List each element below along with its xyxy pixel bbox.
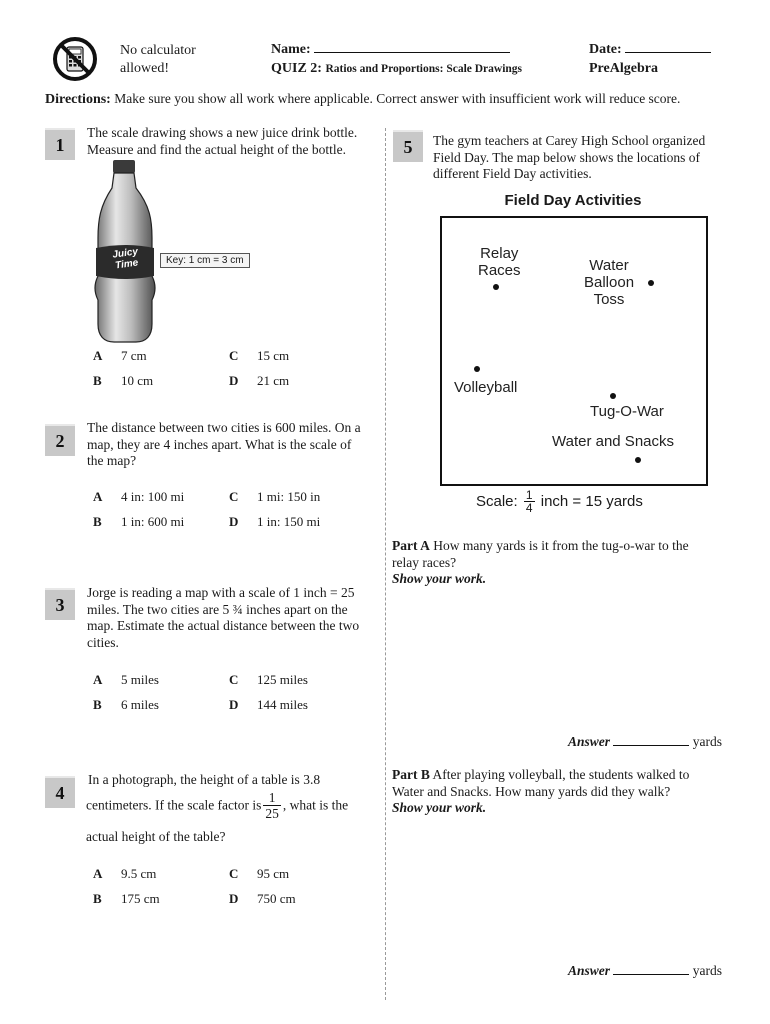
question-1-text: The scale drawing shows a new juice drink bottle. Measure and find the actual height of the bottle. — [87, 125, 358, 157]
water-balloon-toss-label: Water Balloon Toss — [584, 257, 635, 308]
question-number-3: 3 — [45, 588, 75, 620]
question-3-text: Jorge is reading a map with a scale of 1 inch = 25 miles. The two cities are 5 ¾ inches apart on the map. Estimate the actual distance between the two cities. — [87, 585, 360, 650]
date-blank[interactable] — [625, 52, 711, 53]
part-b-answer-blank[interactable] — [613, 974, 689, 975]
q3-choice-d[interactable]: D 144 miles — [229, 697, 308, 712]
q2-choice-a[interactable]: A 4 in: 100 mi — [93, 489, 185, 504]
juice-bottle-image — [90, 158, 160, 344]
field-day-map — [440, 216, 708, 486]
quiz-title: QUIZ 2: Ratios and Proportions: Scale Drawings — [271, 61, 523, 76]
q4-choice-b[interactable]: B 175 cm — [93, 891, 160, 906]
part-a-answer[interactable]: Answer yards — [568, 734, 723, 749]
q2-choice-d[interactable]: D 1 in: 150 mi — [229, 514, 321, 529]
question-number-4: 4 — [45, 776, 75, 808]
question-number-5: 5 — [393, 130, 423, 162]
column-divider — [385, 128, 386, 1000]
course-name: PreAlgebra — [589, 61, 658, 76]
volleyball-dot — [474, 366, 480, 372]
question-4-fraction-line: centimeters. If the scale factor is $\frac{1}{25}$ , what is the — [86, 790, 349, 821]
question-4-text-end: actual height of the table? — [86, 829, 226, 844]
part-a-answer-blank[interactable] — [613, 745, 689, 746]
q4-choice-a[interactable]: A 9.5 cm — [93, 866, 157, 881]
map-scale-fraction: $\frac{1}{4}$ — [525, 488, 533, 515]
calculator-note: No calculator allowed! — [120, 43, 196, 76]
water-and-snacks-dot — [635, 457, 641, 463]
q4-choice-d[interactable]: D 750 cm — [229, 891, 296, 906]
q2-choice-c[interactable]: C 1 mi: 150 in — [229, 489, 321, 504]
volleyball-label: Volleyball — [454, 379, 518, 396]
bottle-brand-label: Juicy Time — [111, 246, 139, 272]
q1-choice-c[interactable]: C 15 cm — [229, 348, 290, 363]
q3-choice-a[interactable]: A 5 miles — [93, 672, 159, 687]
part-a-text: Part A How many yards is it from the tug-o-war to the relay races? Show your work. — [392, 538, 689, 586]
name-blank[interactable] — [314, 52, 510, 53]
q1-choice-b[interactable]: B 10 cm — [93, 373, 154, 388]
question-2-text: The distance between two cities is 600 miles. On a map, they are 4 inches apart. What is the scale of the map? — [87, 420, 361, 468]
q3-choice-b[interactable]: B 6 miles — [93, 697, 159, 712]
q3-choice-c[interactable]: C 125 miles — [229, 672, 308, 687]
name-line[interactable]: Name: — [271, 42, 510, 58]
q1-choice-a[interactable]: A 7 cm — [93, 348, 147, 363]
date-line[interactable]: Date: — [589, 42, 711, 58]
part-b-text: Part B After playing volleyball, the students walked to Water and Snacks. How many yards did they walk? Show your work. — [392, 767, 690, 815]
question-number-2: 2 — [45, 424, 75, 456]
question-5-text: The gym teachers at Carey High School organized Field Day. The map below shows the locations of different Field Day activities. — [433, 133, 706, 181]
map-scale: Scale: $\frac{1}{4}$ inch = 15 yards — [476, 488, 643, 515]
q4-choice-c[interactable]: C 95 cm — [229, 866, 290, 881]
question-4-text: In a photograph, the height of a table is 3.8 — [88, 772, 321, 787]
directions: Directions: Make sure you show all work where applicable. Correct answer with insufficient work will reduce score. — [45, 91, 681, 107]
relay-races-dot — [493, 284, 499, 290]
field-day-map-title: Field Day Activities — [504, 192, 642, 209]
question-number-1: 1 — [45, 128, 75, 160]
scale-factor-fraction: $\frac{1}{25}$ — [265, 790, 279, 821]
relay-races-label: Relay Races — [478, 245, 521, 279]
q2-choice-b[interactable]: B 1 in: 600 mi — [93, 514, 185, 529]
part-b-answer[interactable]: Answer yards — [568, 963, 723, 978]
water-and-snacks-label: Water and Snacks — [552, 433, 674, 450]
q1-choice-d[interactable]: D 21 cm — [229, 373, 290, 388]
tug-o-war-label: Tug-O-War — [590, 403, 664, 420]
no-calculator-icon — [52, 36, 98, 82]
water-balloon-toss-dot — [648, 280, 654, 286]
tug-o-war-dot — [610, 393, 616, 399]
scale-key: Key: 1 cm = 3 cm — [160, 253, 250, 268]
